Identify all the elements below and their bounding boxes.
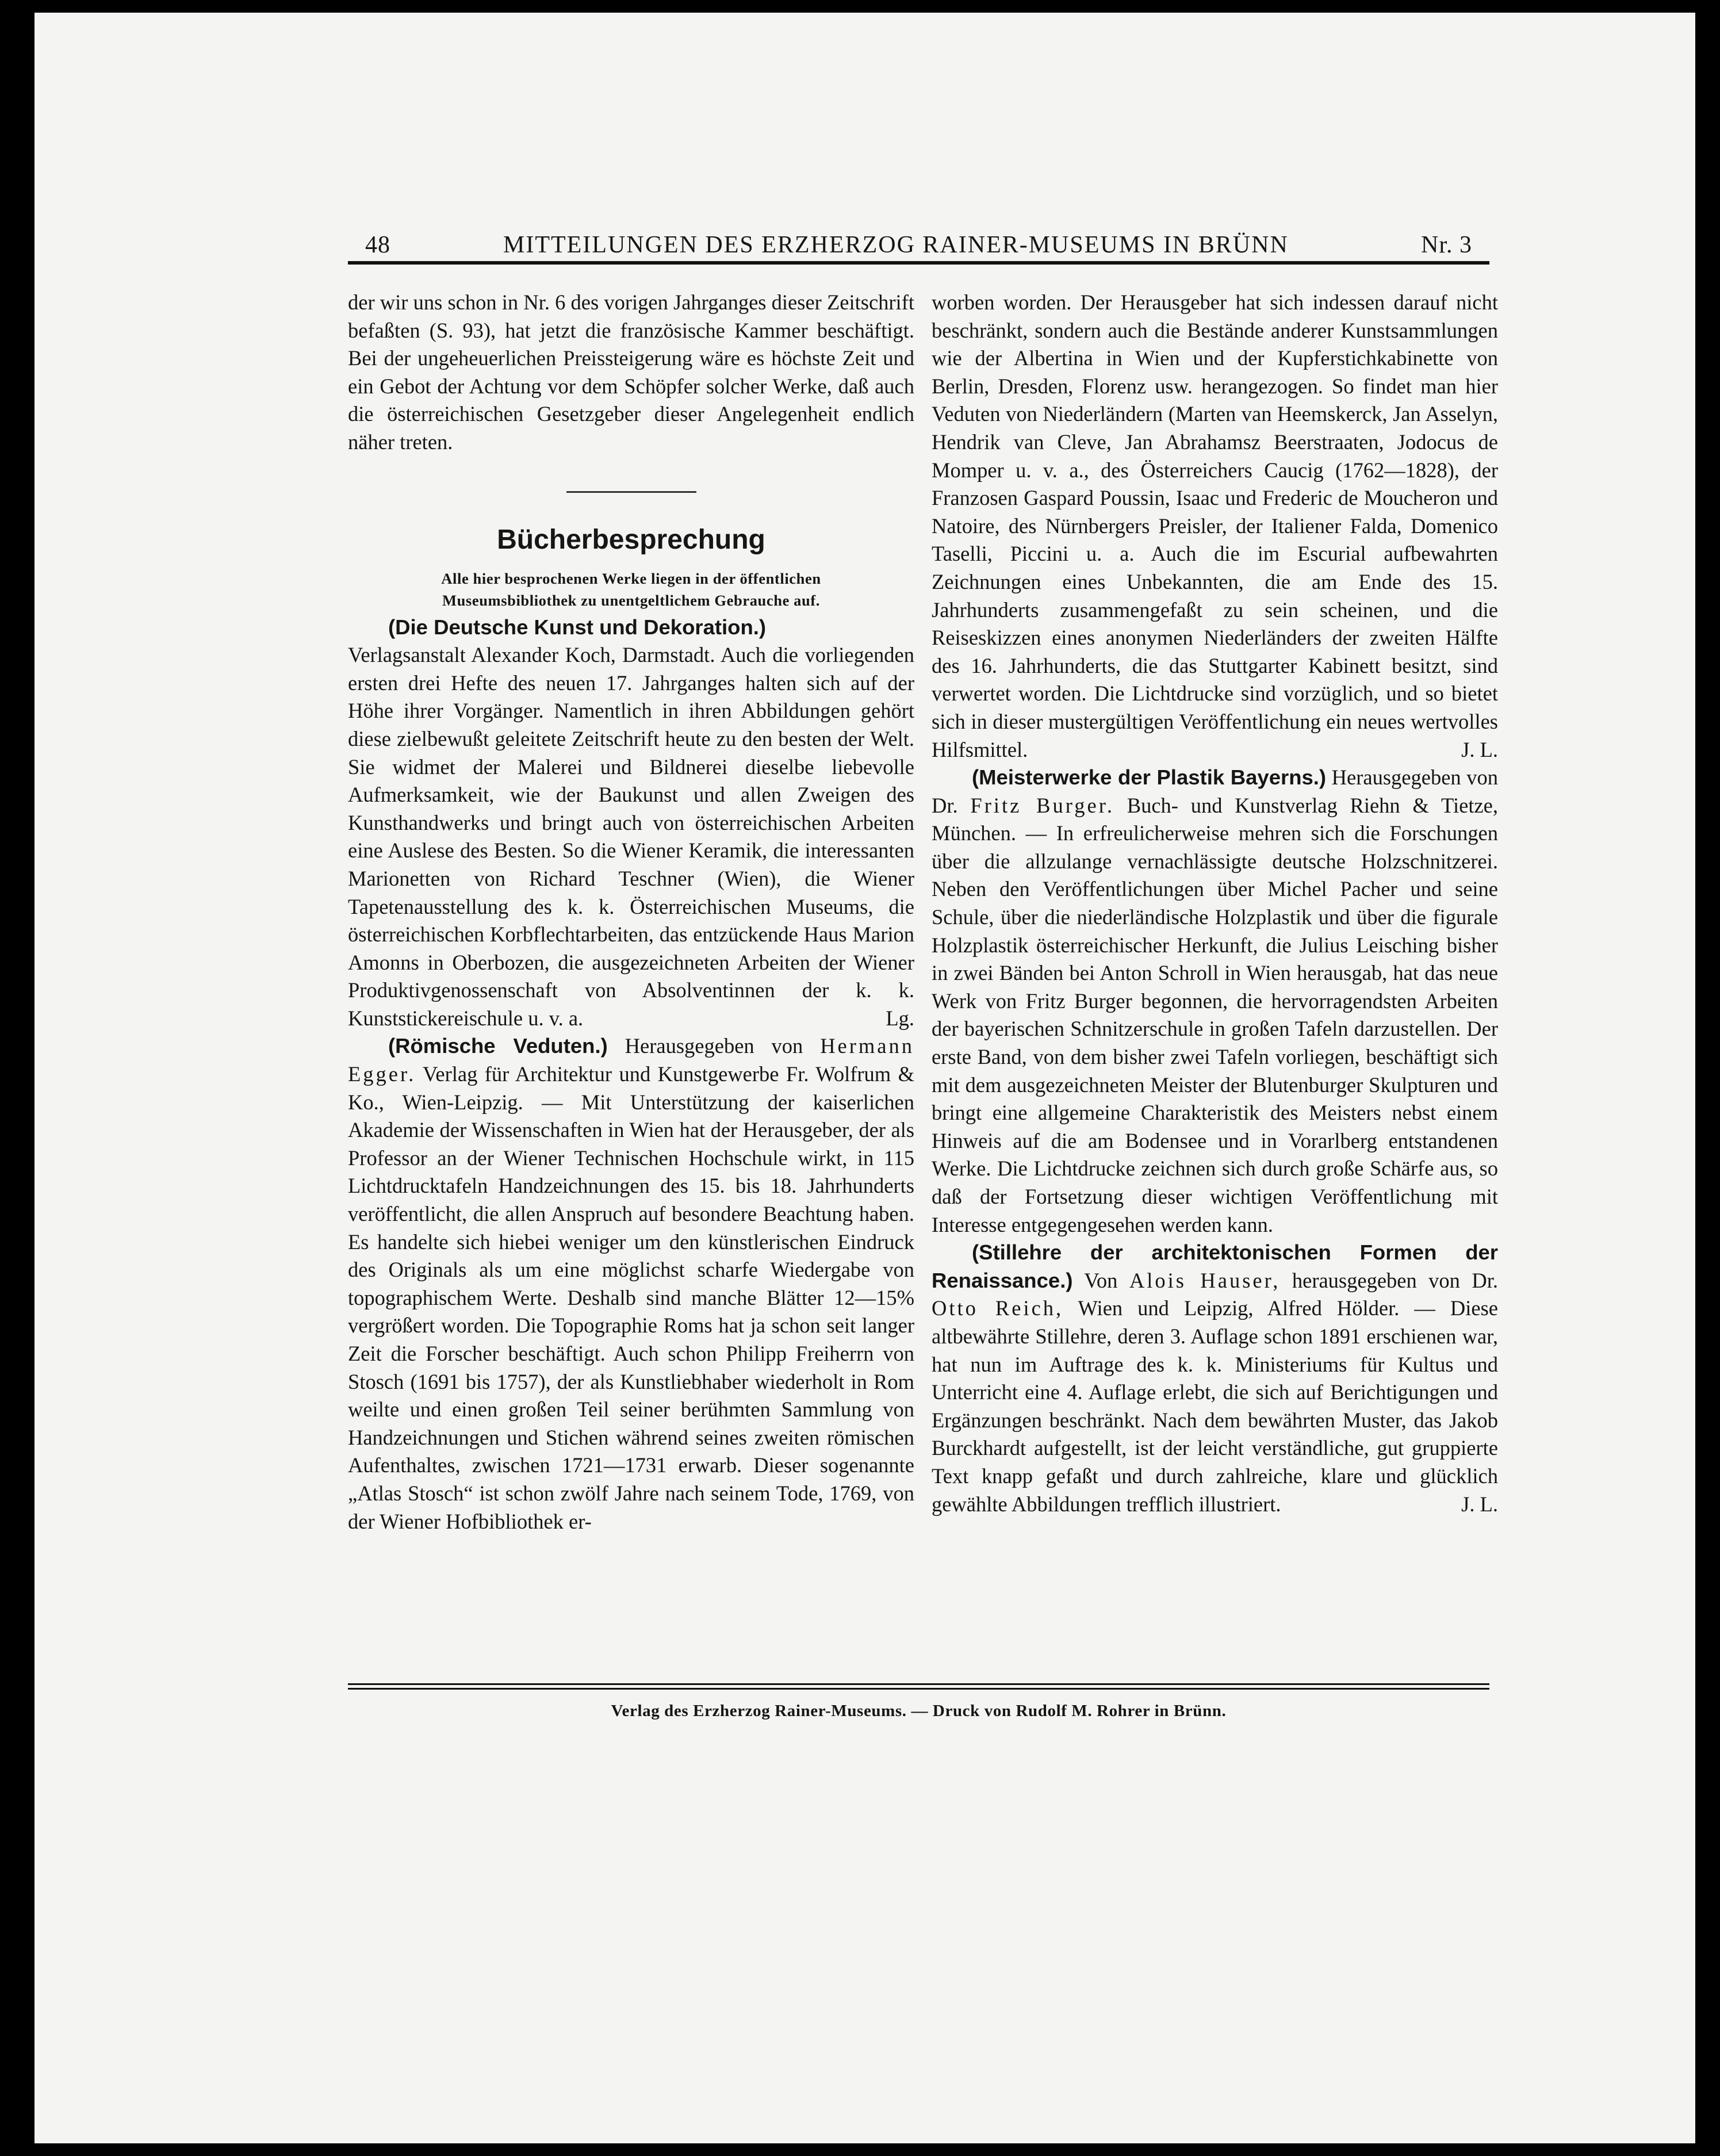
- review-body: Herausgegeben von Dr.: [932, 765, 1498, 817]
- footer-rule-top: [348, 1683, 1489, 1685]
- review-author: Fritz Burger.: [970, 793, 1114, 817]
- footer-rule-bottom: [348, 1688, 1489, 1690]
- continued-text: worben worden. Der Herausgeber hat sich indessen darauf nicht beschränkt, sondern auch die Bestände anderer Kunstsammlungen wie der Albertina in Wien und der Kupferstichkabinette von Berlin, Dresden, Florenz usw. herangezogen. So findet man hier Veduten von Niederländern (Marten van Heemskerck, Jan Asselyn, Hendrik van Cleve, Jan Abrahamsz Beerstraaten, Jodocus de Momper u. v. a., des Österreichers Caucig (1762—1828), der Franzosen Gaspard Poussin, Isaac und Frederic de Moucheron und Natoire, des Nürnbergers Preisler, der Italiener Falda, Domenico Taselli, Piccini u. a. Auch die im Escurial aufbewahrten Zeichnungen eines Unbekannten, die am Ende des 15. Jahrhunderts zusammengefaßt zu sein scheinen, und die Reiseskizzen eines anonymen Niederländers der zweiten Hälfte des 16. Jahrhunderts, die das Stuttgarter Kabinett besitzt, sind verwertet worden. Die Lichtdrucke sind vorzüglich, und so bietet sich in dieser mustergültigen Veröffentlichung ein neues wertvolles Hilfsmittel.: [932, 290, 1498, 761]
- intro-paragraph: der wir uns schon in Nr. 6 des vorigen Jahrganges dieser Zeitschrift befaßten (S. 93), hat jetzt die französische Kammer beschäftigt. Bei der ungeheuerlichen Preissteigerung wäre es höchste Zeit und ein Gebot der Achtung vor dem Schöpfer solcher Werke, daß auch die österreichischen Gesetzgeber dieser Angelegenheit endlich näher treten.: [348, 290, 914, 454]
- continued-paragraph: [932, 289, 1498, 764]
- section-divider: [566, 491, 696, 493]
- section-title: Bücherbesprechung: [497, 524, 765, 555]
- imprint-line: Verlag des Erzherzog Rainer-Museums. — Druck von Rudolf M. Rohrer in Brünn.: [611, 1702, 1227, 1720]
- review-roemische-veduten: [348, 1032, 914, 1535]
- page-number: 48: [365, 232, 390, 258]
- review-title: (Die Deutsche Kunst und Dekoration.): [388, 615, 767, 639]
- review-body: Herausgegeben von: [607, 1034, 821, 1058]
- review-author: Hermann Egger.: [348, 1034, 914, 1086]
- review-body: Von: [1072, 1268, 1129, 1292]
- review-body: herausgegeben von Dr.: [1280, 1268, 1498, 1292]
- library-note: [348, 568, 914, 611]
- running-head: [348, 231, 1489, 271]
- review-body: Buch- und Kunstverlag Riehn & Tietze, München. — In erfreulicherweise mehren sich die Forschungen über die allzulange vernachlässigte deutsche Holzschnitzerei. Neben den Veröffentlichungen über Michel Pacher und seine Schule, über die niederländische Holzplastik und über die figurale Holzplastik österreichischer Herkunft, die Julius Leisching bisher in zwei Bänden bei Anton Schroll in Wien herausgab, hat das neue Werk von Fritz Burger begonnen, die hervorragendsten Arbeiten der bayerischen Schnitzerschule in großen Tafeln darzustellen. Der erste Band, von dem bisher zwei Tafeln vorliegen, beschäftigt sich mit dem ausgezeichneten Meister der Blutenburger Skulpturen und bringt eine allgemeine Charakteristik des Meisters nebst einem Hinweis auf die am Bodensee und in Vorarlberg entstandenen Werke. Die Lichtdrucke zeichnen sich durch große Schärfe aus, so daß der Fortsetzung dieser wichtigen Veröffentlichung mit Interesse entgegengesehen werden kann.: [932, 793, 1499, 1236]
- review-title: (Stillehre der architektonischen Formen der Renaissance.): [932, 1240, 1498, 1292]
- review-signature: J. L.: [1461, 737, 1498, 761]
- left-column: [348, 289, 914, 1535]
- review-body: Verlagsanstalt Alexander Koch, Darmstadt. Auch die vorliegenden ersten drei Hefte des neuen 17. Jahrganges halten sich auf der Höhe ihrer Vorgänger. Namentlich in ihren Abbildungen gehört diese zielbewußt geleitete Zeitschrift heute zu den besten der Welt. Sie widmet der Malerei und Bildnerei dieselbe liebevolle Aufmerksamkeit, wie der Baukunst und allen Zweigen des Kunsthandwerks und bringt auch von österreichischen Arbeiten eine Auslese des Besten. So die Wiener Keramik, die interessanten Marionetten von Richard Teschner (Wien), die Wiener Tapetenausstellung des k. k. Österreichischen Museums, die österreichischen Korbflechtarbeiten, das entzückende Haus Marion Amonns in Oberbozen, die ausgezeichneten Arbeiten der Wiener Produktivgenossenschaft von Absolventinnen der k. k. Kunststickereischule u. v. a.: [348, 643, 914, 1030]
- review-title: (Meisterwerke der Plastik Bayerns.): [972, 765, 1327, 790]
- review-title: (Römische Veduten.): [388, 1034, 608, 1058]
- review-plastik-bayerns: [932, 764, 1498, 1239]
- header-rule: [348, 261, 1489, 265]
- review-signature: J. L.: [1461, 1492, 1498, 1516]
- library-note-line-1: Alle hier besprochenen Werke liegen in der öffentlichen: [441, 569, 821, 587]
- page-content: [348, 220, 1499, 1916]
- review-author: Alois Hauser,: [1129, 1268, 1281, 1292]
- page-paper: [35, 13, 1695, 2143]
- review-editor: Otto Reich,: [932, 1296, 1064, 1320]
- library-note-line-2: Museumsbibliothek zu unentgeltlichem Gebrauche auf.: [442, 591, 821, 609]
- issue-number: Nr. 3: [1421, 232, 1472, 258]
- review-body: Wien und Leipzig, Alfred Hölder. — Diese altbewährte Stillehre, deren 3. Auflage schon 1891 erschienen war, hat nun im Auftrage des k. k. Ministeriums für Kultus und Unterricht eine 4. Auflage erlebt, die sich auf Berichtigungen und Ergänzungen beschränkt. Nach dem bewährten Muster, das Jakob Burckhardt aufgestellt, ist der leicht verständliche, gut gruppierte Text knapp gefaßt und durch zahlreiche, klare und glücklich gewählte Abbildungen trefflich illustriert.: [932, 1296, 1498, 1516]
- journal-title: MITTEILUNGEN DES ERZHERZOG RAINER-MUSEUMS IN BRÜNN: [503, 232, 1289, 258]
- review-body: Verlag für Architektur und Kunstgewerbe Fr. Wolfrum & Ko., Wien-Leipzig. — Mit Unterstützung der kaiserlichen Akademie der Wissenschaften in Wien hat der Herausgeber, der als Professor an der Wiener Technischen Hochschule wirkt, in 115 Lichtdrucktafeln Handzeichnungen des 15. bis 18. Jahrhunderts veröffentlicht, die allen Anspruch auf besondere Beachtung haben. Es handelte sich hiebei weniger um den künstlerischen Eindruck des Originals als um eine möglichst scharfe Wiedergabe von topographischem Werte. Deshalb sind manche Blätter 12—15% vergrößert worden. Die Topographie Roms hat ja schon seit langer Zeit die Forscher beschäftigt. Auch schon Philipp Freiherrn von Stosch (1691 bis 1757), der als Kunstliebhaber wiederholt in Rom weilte und einen großen Teil seiner berühmten Sammlung von Handzeichnungen und Stichen während seines zweiten römischen Aufenthaltes, zwischen 1721—1731 erwarb. Dieser sogenannte „Atlas Stosch“ ist schon zwölf Jahre nach seinem Tode, 1769, von der Wiener Hofbibliothek er-: [348, 1062, 914, 1533]
- review-stillehre: [932, 1239, 1498, 1518]
- review-deutsche-kunst: [348, 614, 914, 1033]
- review-signature: Lg.: [886, 1006, 914, 1030]
- right-column: [932, 289, 1498, 1518]
